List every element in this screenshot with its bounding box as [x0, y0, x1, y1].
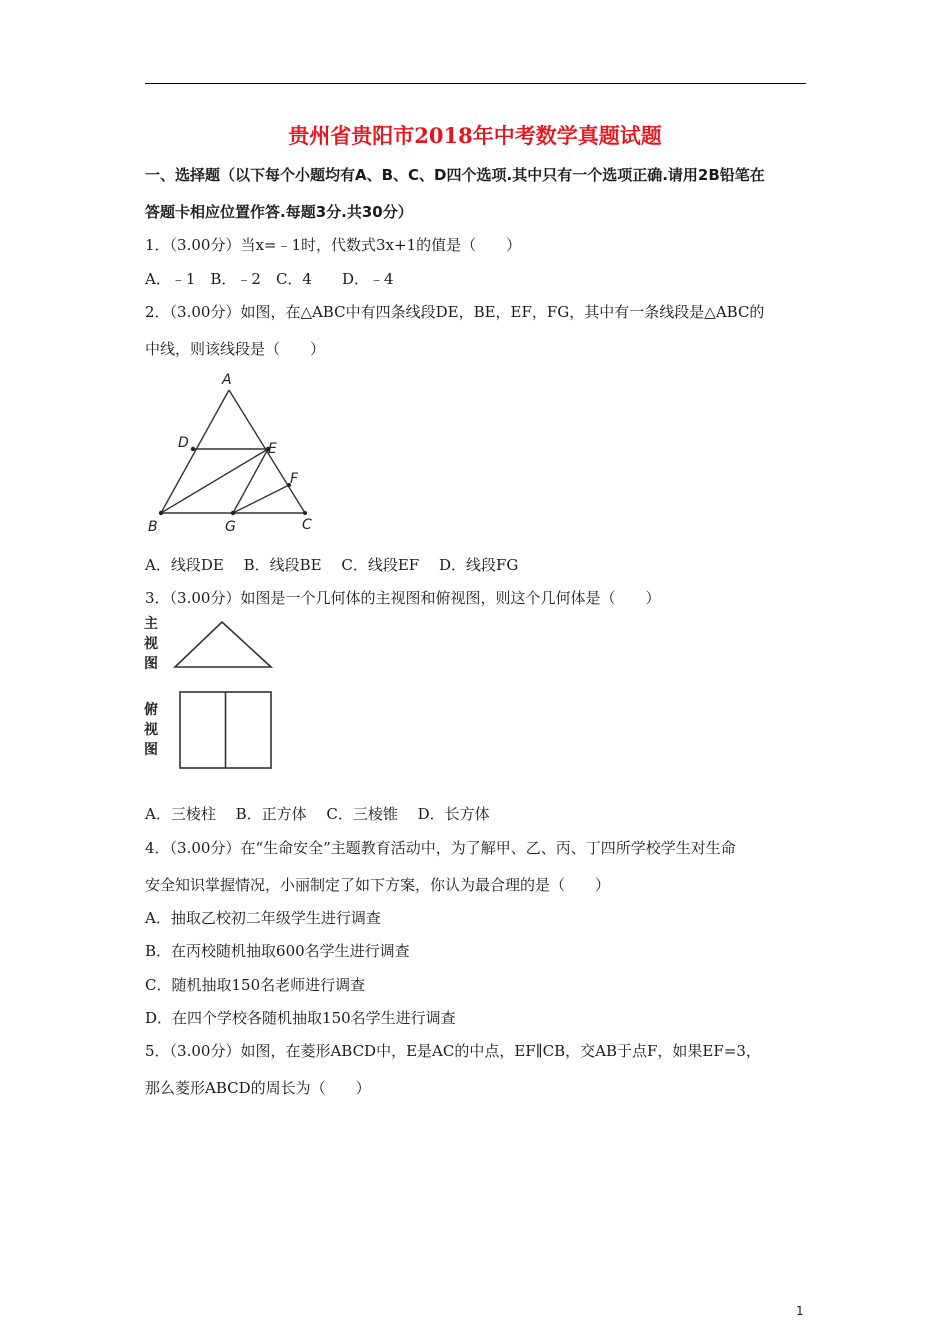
top-view-char3: 图	[144, 742, 158, 758]
q4-option-b: B．在丙校随机抽取600名学生进行调查	[145, 942, 410, 960]
front-view-char3: 图	[144, 656, 158, 672]
label-e: E	[268, 441, 277, 457]
side-ab	[161, 390, 229, 513]
label-d: D	[178, 435, 189, 451]
q5-stem-line2: 那么菱形ABCD的周长为（ ）	[145, 1079, 371, 1097]
q4-stem-line2: 安全知识掌握情况，小丽制定了如下方案，你认为最合理的是（ ）	[145, 876, 611, 894]
q3-options: A．三棱柱 B．正方体 C．三棱锥 D．长方体	[145, 805, 490, 823]
q2-options: A．线段DE B．线段BE C．线段EF D．线段FG	[145, 556, 519, 574]
front-view-char1: 主	[144, 616, 158, 632]
q1-stem: 1．（3.00分）当x=﹣1时，代数式3x+1的值是（ ）	[145, 236, 522, 254]
label-a: A	[222, 372, 232, 388]
label-f: F	[290, 471, 299, 487]
header-rule	[145, 83, 806, 84]
section-heading-line2: 答题卡相应位置作答.每题3分.共30分）	[145, 203, 413, 221]
top-view-char1: 俯	[144, 702, 158, 718]
front-view-triangle	[175, 622, 271, 667]
front-view-char2: 视	[144, 636, 158, 652]
segment-eg	[233, 449, 268, 513]
page-number: 1	[796, 1304, 804, 1318]
q4-option-a: A．抽取乙校初二年级学生进行调查	[145, 909, 381, 927]
q2-stem-line2: 中线，则该线段是（ ）	[145, 340, 326, 358]
label-b: B	[148, 519, 158, 535]
point-g	[231, 511, 235, 515]
q4-option-d: D．在四个学校各随机抽取150名学生进行调查	[145, 1009, 456, 1027]
page-title: 贵州省贵阳市2018年中考数学真题试题	[288, 123, 662, 148]
label-g: G	[225, 519, 236, 535]
q4-stem-line1: 4．（3.00分）在“生命安全”主题教育活动中，为了解甲、乙、丙、丁四所学校学生对生命	[145, 839, 736, 857]
label-c: C	[302, 517, 312, 533]
q3-stem: 3．（3.00分）如图是一个几何体的主视图和俯视图，则这个几何体是（ ）	[145, 589, 661, 607]
q2-triangle-figure	[140, 365, 330, 540]
q1-options: A．﹣1 B．﹣2 C．4 D．﹣4	[145, 270, 394, 288]
q2-stem-line1: 2．（3.00分）如图，在△ABC中有四条线段DE，BE，EF，FG，其中有一条线段是△ABC的	[145, 303, 765, 321]
section-heading-line1: 一、选择题（以下每个小题均有A、B、C、D四个选项.其中只有一个选项正确.请用2B铅笔在	[145, 166, 765, 184]
top-view-char2: 视	[144, 722, 158, 738]
point-d	[191, 447, 195, 451]
point-b	[159, 511, 163, 515]
point-c	[303, 511, 307, 515]
q5-stem-line1: 5．（3.00分）如图，在菱形ABCD中，E是AC的中点，EF∥CB，交AB于点F，如果EF=3，	[145, 1042, 761, 1060]
q4-option-c: C．随机抽取150名老师进行调查	[145, 976, 366, 994]
q3-views-figure	[140, 612, 280, 777]
